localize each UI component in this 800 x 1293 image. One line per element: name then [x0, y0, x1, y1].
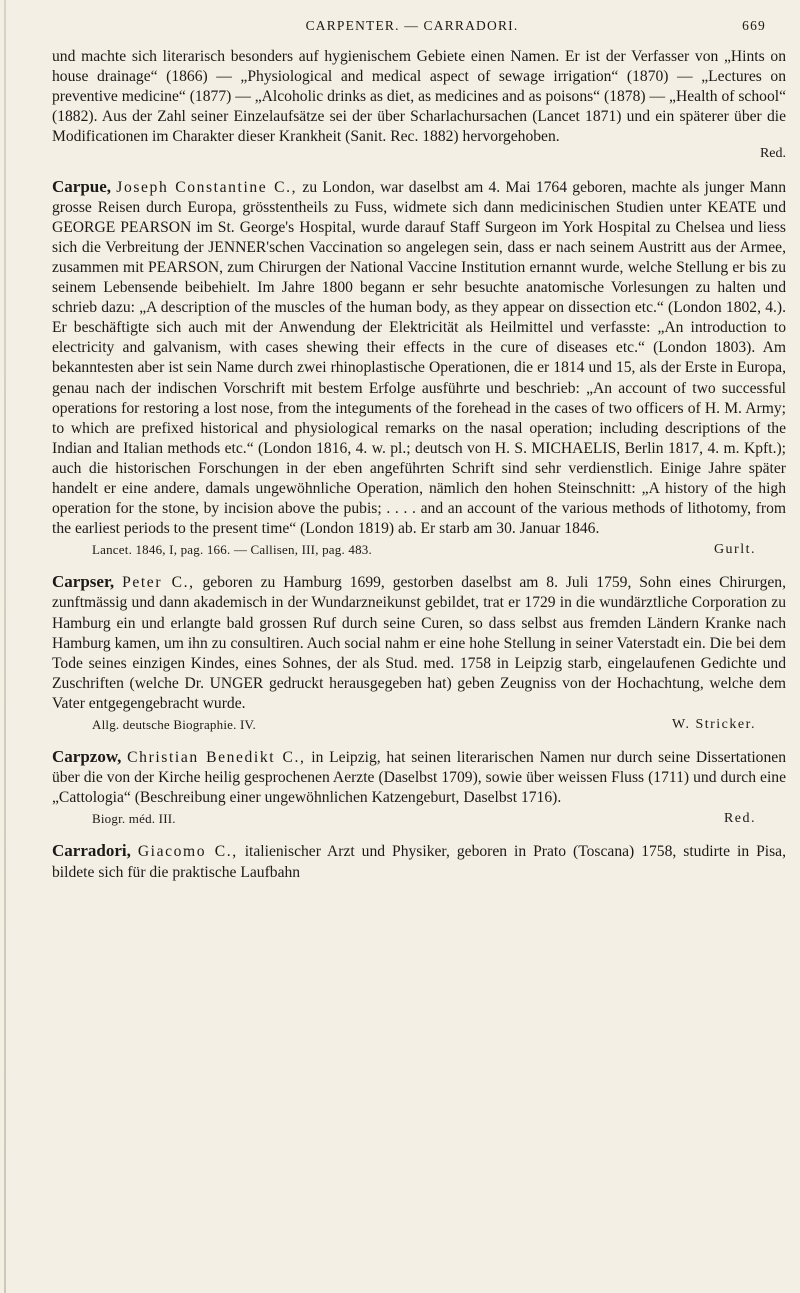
entry-sources-line: [52, 540, 786, 560]
continuation-text: und machte sich literarisch besonders auf hygienischem Gebiete einen Namen. Er ist der Verfasser von „Hints on house drainage“ (1866) — „Physiological and medical aspect of sewage irrigation“ (1870) — „Lectures on preventive medicine“ (1877) — „Alcoholic drinks as diet, as medicines and as poisons“ (1878) — „Health of school“ (1882). Aus der Zahl seiner Einzelaufsätze sei der über Scharlachursachen (Lancet 1871) und ein späterer über die Modificationen im Charakter dieser Krankheit (Sanit. Rec. 1882) hervorgehoben.: [52, 48, 786, 146]
entry-first-names: Christian Benedikt C.,: [127, 749, 306, 767]
entry-author: Gurlt.: [713, 542, 756, 558]
entry-first-names: Joseph Constantine C.,: [116, 178, 298, 196]
entry-lemma: Carradori,: [52, 841, 131, 861]
entry-sources: Allg. deutsche Biographie. IV.: [92, 717, 256, 732]
entry-text: [52, 747, 786, 808]
entry-sources-line: [52, 809, 786, 829]
entry-lemma: Carpue,: [52, 176, 112, 196]
entry-text: [52, 177, 786, 540]
entry-sources: Lancet. 1846, I, pag. 166. — Callisen, III, pag. 483.: [92, 542, 372, 558]
entry-lemma: Carpzow,: [52, 747, 122, 767]
entry-lemma: Carpser,: [52, 572, 115, 592]
entry-carpser: [52, 572, 786, 735]
page-header: [58, 18, 766, 40]
entry-body: zu London, war daselbst am 4. Mai 1764 geboren, machte als junger Mann grosse Reisen durch Europa, grösstentheils zu Fuss, widmete sich dann medicinischen Studien unter KEATE und GEORGE PEARSON im St. George's Hospital, wurde darauf Staff Surgeon im York Hospital zu Chelsea und liess sich die Verbreitung der JENNER'schen Vaccination so angelegen sein, dass er nach seinem Austritt aus der Armee, zusammen mit PEARSON, zum Chirurgen der National Vaccine Institution ernannt wurde, welche Stellung er bis zu seinem Lebensende beibehielt. Im Jahre 1800 begann er sehr besuchte anatomische Vorlesungen zu halten und schrieb dazu: „A description of the muscles of the human body, as they appear on dissection etc.“ (London 1802, 4.). Er beschäftigte sich auch mit der Anwendung der Elektricität als Heilmittel und verfasste: „An introduction to electricity and galvanism, with cases shewing their effects in the cure of diseases etc.“ (London 1803). Am bekanntesten aber ist sein Name durch zwei rhinoplastische Operationen, die er 1814 und 15, als der Erste in Europa, genau nach der indischen Vorschrift mit bestem Erfolge ausführte und beschrieb: „An account of two successful operations for restoring a lost nose, from the integuments of the forehead in the cases of two officers of H. M. Army; to which are prefixed historical and physiological remarks on the nasal operation; including descriptions of the Indian and Italian methods etc.“ (London 1816, 4. w. pl.; deutsch von H. S. MICHAELIS, Berlin 1817, 4. m. Kpft.); auch die historischen Forschungen in der eben angeführten Schrift sind sehr verdienstlich. Einige Jahre später handelt er eine andere, damals ungewöhnliche Operation, nämlich den hohen Steinschnitt: „A history of the high operation for the stone, by incision above the pubis; . . . . and an account of the various methods of lithotomy, from the earliest periods to the present time“ (London 1819) ab. Er starb am 30. Januar 1846.: [52, 178, 786, 538]
entry-carpue: [52, 177, 786, 561]
entry-carradori: [52, 841, 786, 882]
entry-body: geboren zu Hamburg 1699, gestorben daselbst am 8. Juli 1759, Sohn eines Chirurgen, zunftmässig und dann akademisch in der Wundarzneikunst gebildet, trat er 1729 in die wundärztliche Corporation zu Hamburg ein und erlangte bald grossen Ruf durch seine Curen, so dass selbst aus fremden Ländern Kranke nach Hamburg kamen, um ihn zu consultiren. Auch social nahm er eine hohe Stellung in seiner Vaterstadt ein. Die bei dem Tode seines einzigen Kindes, eines Sohnes, der als Stud. med. 1758 in Leipzig starb, eingelaufenen Gedichte und Zuschriften (welche Dr. UNGER gedruckt herausgegeben hat) geben Zeugniss von der Hochachtung, welche dem Vater entgegengebracht wurde.: [52, 574, 786, 712]
entry-body: in Leipzig, hat seinen literarischen Namen nur durch seine Dissertationen über die von der Kirche heilig gesprochenen Aerzte (Daselbst 1709), sowie über weissen Fluss (1711) und durch eine „Cattologia“ (Beschreibung einer ungewöhnlichen Katzengeburt, Daselbst 1716).: [52, 749, 786, 807]
entry-author: Red.: [723, 811, 756, 827]
entry-sources: Biogr. méd. III.: [92, 811, 176, 827]
entry-author: Red.: [759, 146, 786, 162]
page-number: 669: [742, 18, 766, 33]
page-edge: [4, 0, 6, 1293]
entry-body: italienischer Arzt und Physiker, geboren in Prato (Toscana) 1758, studirte in Pisa, bildete sich für die praktische Laufbahn: [52, 843, 786, 881]
running-title: CARPENTER. — CARRADORI.: [305, 18, 519, 33]
entry-text: [52, 841, 786, 882]
page-body: [52, 47, 786, 895]
entry-continuation: [52, 47, 786, 165]
entry-first-names: Giacomo C.,: [137, 843, 238, 861]
entry-author: W. Stricker.: [672, 717, 756, 732]
entry-text: [52, 572, 786, 714]
entry-carpzow: [52, 747, 786, 829]
entry-sources-line: [52, 715, 786, 735]
entry-first-names: Peter C.,: [122, 574, 195, 592]
